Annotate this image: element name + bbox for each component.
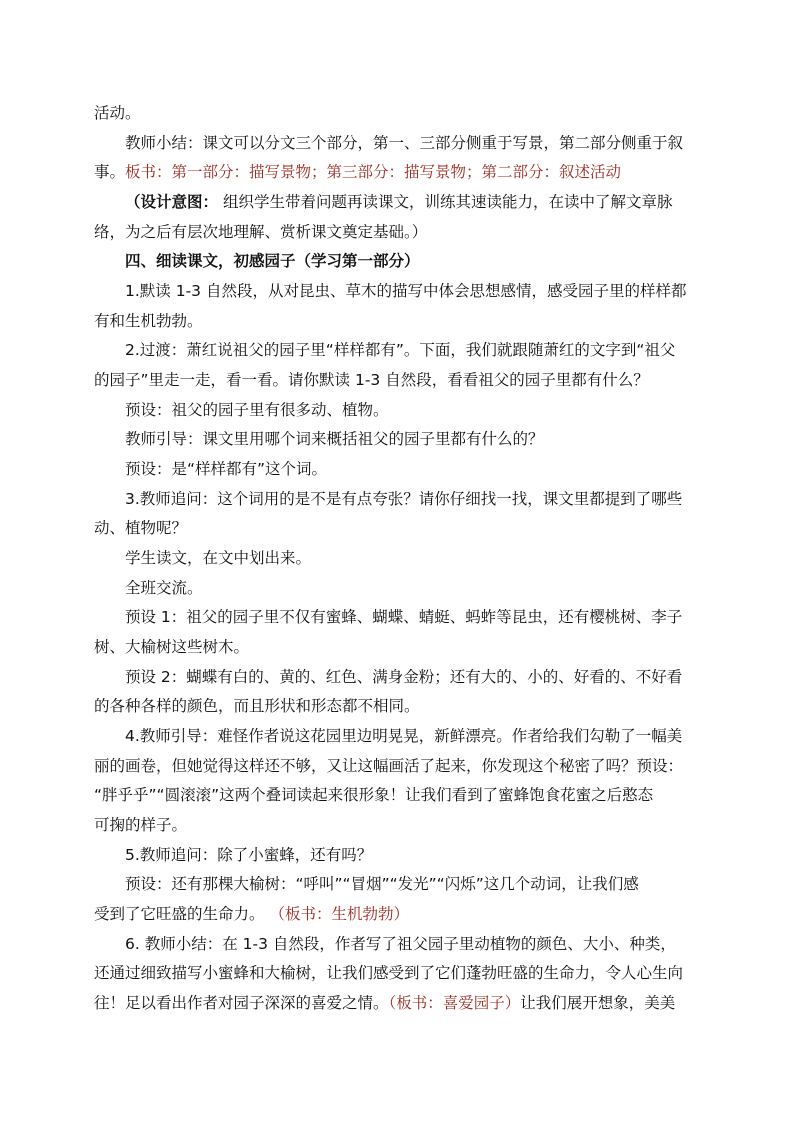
blackboard-note: （板书：喜爱园子） [388, 994, 521, 1012]
text-span: 往！足以看出作者对园子深深的喜爱之情。 [94, 994, 389, 1012]
paragraph-line [94, 162, 621, 182]
paragraph-line: 学生读文，在文中划出来。 [125, 549, 312, 567]
paragraph-line: 有和生机勃勃。 [94, 312, 203, 330]
paragraph-line: 2.过渡：萧红说祖父的园子里“样样都有”。下面，我们就跟随萧红的文字到“祖父 [125, 341, 676, 359]
paragraph-line: 教师小结：课文可以分文三个部分，第一、三部分侧重于写景，第二部分侧重于叙 [125, 134, 684, 152]
paragraph-line: 活动。 [94, 104, 141, 122]
paragraph-line: 树、大榆树这些树木。 [94, 638, 250, 656]
paragraph-line: 还通过细致描写小蜜蜂和大榆树，让我们感受到了它们蓬勃旺盛的生命力，令人心生向 [94, 964, 684, 982]
paragraph-line: 5.教师追问：除了小蜜蜂，还有吗？ [125, 846, 373, 864]
section-heading: 四、细读课文，初感园子（学习第一部分） [125, 252, 420, 270]
paragraph-line: 教师引导：课文里用哪个词来概括祖父的园子里都有什么的？ [125, 430, 544, 448]
text-span: 让我们展开想象，美美 [520, 994, 676, 1012]
paragraph-line: 预设 2：蝴蝶有白的、黄的、红色、满身金粉；还有大的、小的、好看的、不好看 [125, 668, 683, 686]
text-span: 事。 [94, 163, 126, 181]
text-span: 受到了它旺盛的生命力。 [94, 905, 270, 923]
design-intent-label: （设计意图： [125, 193, 219, 211]
paragraph-line: 预设：祖父的园子里有很多动、植物。 [125, 401, 389, 419]
paragraph-line: “胖乎乎”“圆滚滚”这两个叠词读起来很形象！让我们看到了蜜蜂饱食花蜜之后憨态 [94, 786, 654, 804]
paragraph-line: 6. 教师小结：在 1-3 自然段，作者写了祖父园子里动植物的颜色、大小、种类， [125, 935, 676, 953]
paragraph-line [94, 993, 675, 1013]
paragraph-line: 3.教师追问：这个词用的是不是有点夸张？请你仔细找一找，课文里都提到了哪些 [125, 490, 683, 508]
paragraph-line: 络，为之后有层次地理解、赏析课文奠定基础。） [94, 223, 428, 241]
paragraph-line: 丽的画卷，但她觉得这样还不够，又让这幅画活了起来，你发现这个秘密了吗？预设： [94, 757, 684, 775]
paragraph-line: 1.默读 1-3 自然段，从对昆虫、草木的描写中体会思想感情，感受园子里的样样都 [125, 282, 687, 300]
paragraph-line: 动、植物呢？ [94, 519, 188, 537]
paragraph-line: 预设 1：祖父的园子里不仅有蜜蜂、蝴蝶、蜻蜓、蚂蚱等昆虫，还有樱桃树、李子 [125, 608, 683, 626]
paragraph-line: 4.教师引导：难怪作者说这花园里边明晃晃，新鲜漂亮。作者给我们勾勒了一幅美 [125, 727, 683, 745]
blackboard-note: 板书：第一部分：描写景物；第三部分：描写景物；第二部分：叙述活动 [125, 163, 622, 181]
paragraph-line: 可掬的样子。 [94, 816, 188, 834]
paragraph-line: 预设：是“样样都有”这个词。 [125, 460, 328, 478]
paragraph-line [94, 904, 409, 924]
paragraph-line: 预设：还有那棵大榆树：“呼叫”“冒烟”“发光”“闪烁”这几个动词，让我们感 [125, 875, 639, 893]
blackboard-note: （板书：生机勃勃） [269, 905, 409, 923]
paragraph-line: 全班交流。 [125, 579, 203, 597]
paragraph-line [125, 192, 672, 212]
text-span: 组织学生带着问题再读课文，训练其速读能力，在读中了解文章脉 [218, 193, 673, 211]
paragraph-line: 的各种各样的颜色，而且形状和形态都不相同。 [94, 697, 420, 715]
paragraph-line: 的园子”里走一走，看一看。请你默读 1-3 自然段，看看祖父的园子里都有什么？ [94, 371, 649, 389]
